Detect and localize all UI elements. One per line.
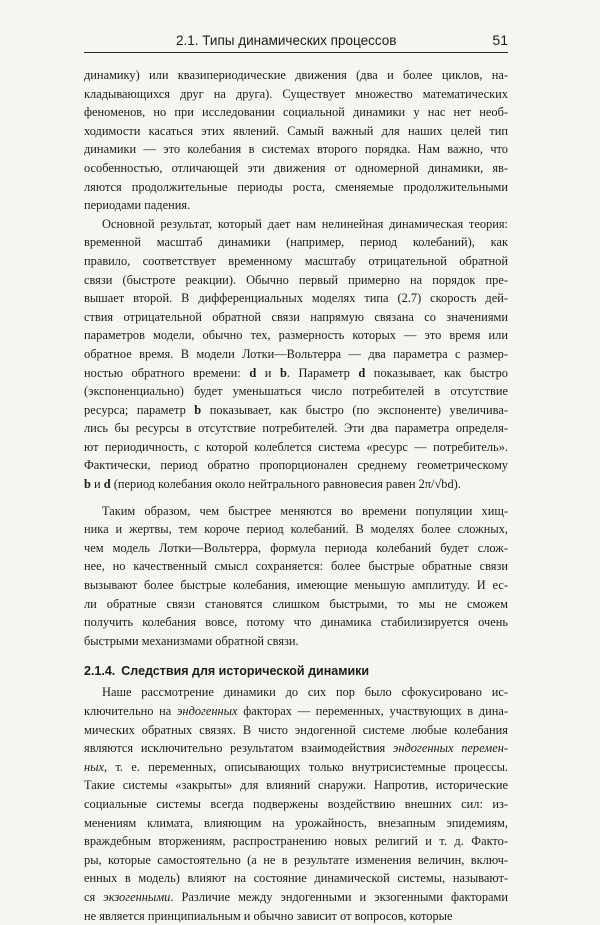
- text-line: социальные системы всегда подвержены воздействию внешних сил: из-: [84, 796, 508, 811]
- text-line: связи (быстроте реакции). Обычно первый примерно на порядок пре-: [84, 272, 508, 287]
- text-line: чем модель Лотки—Вольтерра, формула периода колебаний будет слож-: [84, 540, 508, 555]
- text-line: (экспоненциально) будет уменьшаться число потребителей в отсутствие: [84, 384, 508, 399]
- text-line: параметров модели, обычно тех, размерность которых — это время или: [84, 328, 508, 343]
- text-line: вышает второй. В дифференциальных моделях типа (2.7) скорость дей-: [84, 291, 508, 306]
- text-line: Таким образом, чем быстрее меняются во времени популяции хищ-: [102, 503, 508, 518]
- text-line: периодами падения.: [84, 198, 191, 213]
- text-line: ют периодичность, с которой колеблется система «ресурс — потребитель».: [84, 439, 508, 454]
- text-line: получить колебания вовсе, потому что динамика стабилизируется очень: [84, 615, 508, 630]
- text-line: b и d (период колебания около нейтрального равновесия равен 2π/√bd).: [84, 477, 461, 492]
- text-line: правило, соответствует временному масштабу отрицательной обратной: [84, 253, 508, 268]
- section-heading: [84, 662, 508, 680]
- text-line: временной масштаб динамики (например, период колебаний), как: [84, 235, 508, 250]
- text-line: ся экзогенными. Различие между эндогенными и экзогенными факторами: [84, 889, 508, 904]
- section-number: 2.1.4.: [84, 664, 116, 679]
- running-head: [84, 32, 508, 53]
- text-line: не является принципиальным и обычно зависит от вопросов, которые: [84, 908, 453, 923]
- paragraph-1: [84, 66, 508, 215]
- text-line: ных, т. е. переменных, описывающих только внутрисистемные процессы.: [84, 759, 508, 774]
- text-line: ляются продолжительные периоды роста, сменяемые продолжительными: [84, 179, 508, 194]
- text-line: ры, которые самостоятельно (а не в результате изменения величин, включ-: [84, 852, 508, 867]
- text-line: Фактически, период обратно пропорционален среднему геометрическому: [84, 458, 508, 473]
- text-line: особенностью, отличающей эти движения от одномерной динамики, яв-: [84, 160, 508, 175]
- text-line: ностью обратного времени: d и b. Параметр d показывает, как быстро: [84, 365, 509, 380]
- text-line: ходимости касаться этих явлений. Самый важный для наших целей тип: [84, 123, 508, 138]
- text-line: ключительно на эндогенных факторах — переменных, участвующих в дина-: [84, 704, 508, 718]
- text-line: Такие системы «закрыты» для влияний снаружи. Напротив, исторические: [84, 778, 508, 793]
- text-line: мических обратных связях. В чисто эндогенной системе любые колебания: [84, 722, 508, 737]
- text-line: ствия отрицательной обратной связи напрямую связана со значениями: [84, 309, 508, 324]
- page-number: 51: [492, 32, 508, 48]
- text-line: ника и жертвы, тем короче период колебаний. В моделях более сложных,: [84, 522, 508, 537]
- text-line: вызывают более быстрые колебания, имеющие меньшую амплитуду. И ес-: [84, 578, 508, 593]
- paragraph-3: [84, 502, 508, 651]
- text-line: Основной результат, который дает нам нелинейная динамическая теория:: [102, 216, 508, 231]
- text-line: енных в модель) влияют на состояние динамической системы, называют-: [84, 871, 508, 886]
- text-line: обратное время. В модели Лотки—Вольтерра — два параметра с размер-: [84, 346, 508, 361]
- section-title: 2.1. Типы динамических процессов: [176, 33, 397, 48]
- text-line: являются исключительно результатом взаимодействия эндогенных перемен-: [84, 741, 508, 756]
- text-line: менениям климата, влияющим на урожайность, внезапным эпидемиям,: [84, 815, 508, 830]
- text-line: нее, но качественный смысл сохраняется: более быстрые обратные связи: [84, 559, 508, 574]
- paragraph-4: [84, 683, 508, 925]
- paragraph-2: [84, 215, 508, 494]
- text-line: феноменов, но при исследовании социальной динамики у нас нет необ-: [84, 105, 508, 120]
- text-line: динамику) или квазипериодические движения (два и более циклов, на-: [84, 68, 508, 82]
- text-line: ресурса; параметр b показывает, как быстро (по экспоненте) увеличива-: [84, 402, 508, 417]
- text-line: ли обратные связи становятся слишком быстрыми, то мы не сможем: [84, 596, 508, 611]
- text-line: динамики — это колебания в системах второго порядка. Нам важно, что: [84, 142, 508, 157]
- text-line: кладывающихся друг на друга). Существует множество математических: [84, 86, 508, 101]
- page-body: [84, 66, 508, 925]
- text-line: Наше рассмотрение динамики до сих пор было сфокусировано ис-: [102, 685, 508, 700]
- text-line: враждебным вторжениям, распространению новых религий и т. д. Факто-: [84, 834, 508, 849]
- section-heading-title: Следствия для исторической динамики: [121, 664, 370, 679]
- text-line: лись бы ресурсы в отсутствие потребителей. Эти два параметра определя-: [84, 421, 508, 436]
- text-line: быстрыми механизмами обратной связи.: [84, 633, 299, 648]
